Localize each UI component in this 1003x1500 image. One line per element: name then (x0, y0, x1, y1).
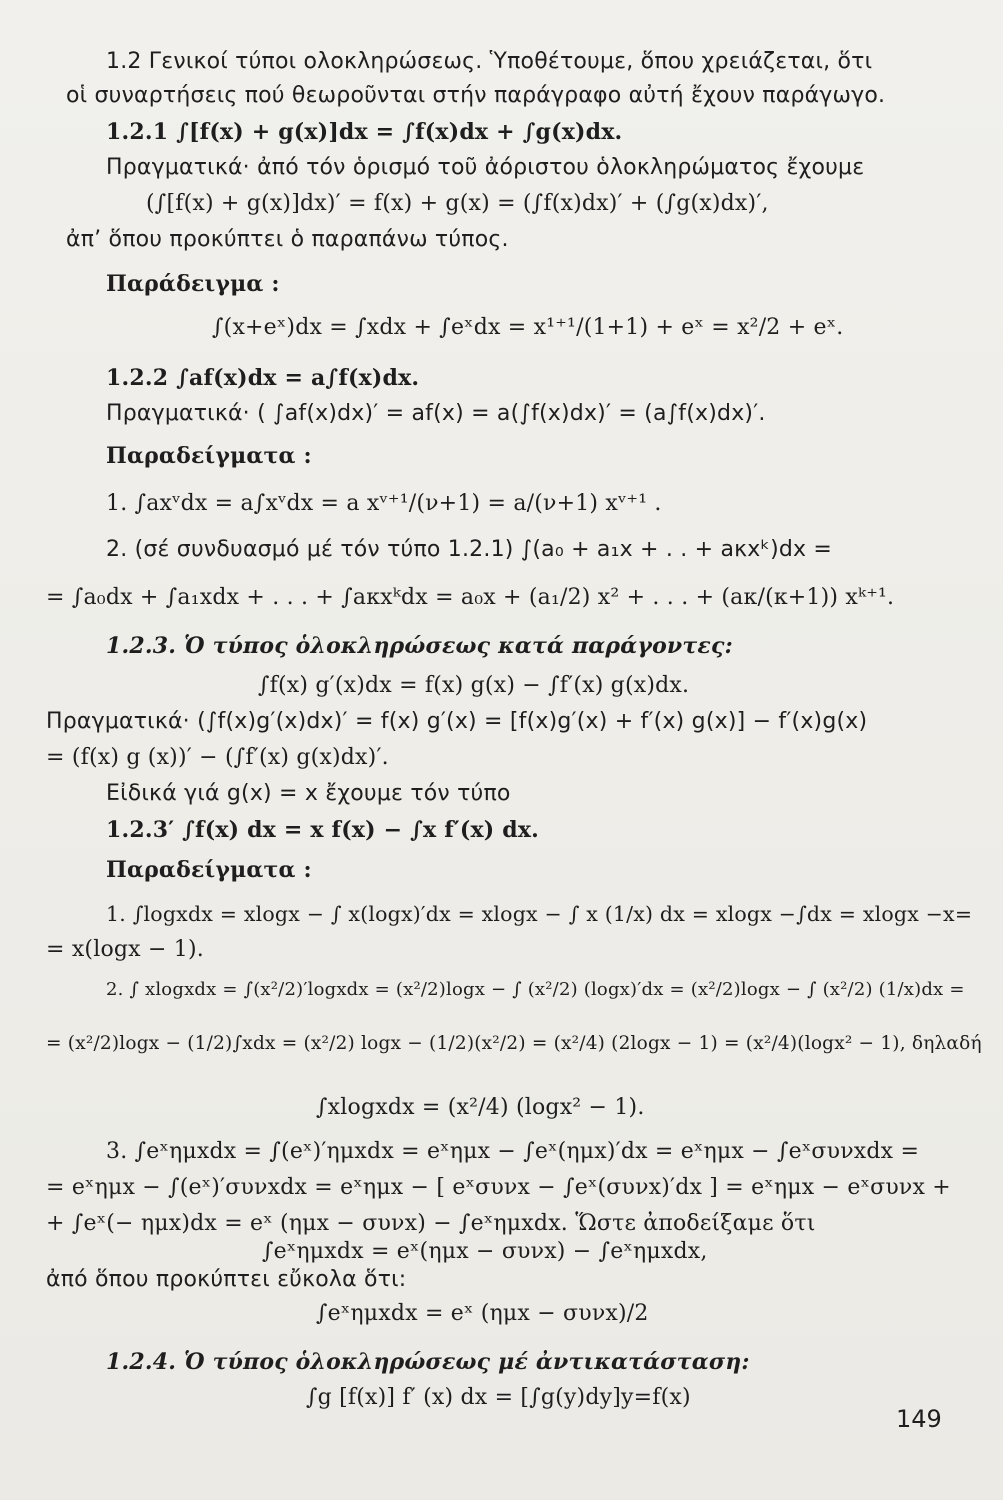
text-line: οἱ συναρτήσεις πού θεωροῦνται στήν παράγραφο αὐτή ἔχουν παράγωγο. (66, 83, 886, 108)
example-line: 2. ∫ xlogxdx = ∫(x²/2)′logxdx = (x²/2)logx − ∫ (x²/2) (logx)′dx = (x²/2)logx − ∫ (x²/2) (1/x)dx = (106, 979, 965, 1000)
formula-line: = (f(x) g (x))′ − (∫f′(x) g(x)dx)′. (46, 745, 389, 770)
formula-line: ∫xlogxdx = (x²/4) (logx² − 1). (316, 1095, 645, 1120)
text-line: ἀπό ὅπου προκύπτει εὔκολα ὅτι: (46, 1267, 407, 1292)
formula-1-2-2: 1.2.2 ∫af(x)dx = a∫f(x)dx. (106, 365, 420, 391)
formula-1-2-1: 1.2.1 ∫[f(x) + g(x)]dx = ∫f(x)dx + ∫g(x)dx. (106, 119, 623, 145)
text-line: Εἰδικά γιά g(x) = x ἔχουμε τόν τύπο (106, 781, 511, 806)
example-line: 3. ∫eˣημxdx = ∫(eˣ)′ημxdx = eˣημx − ∫eˣ(ημx)′dx = eˣημx − ∫eˣσυνxdx = (106, 1139, 920, 1164)
section-1-2-3-heading: 1.2.3. Ὁ τύπος ὁλοκληρώσεως κατά παράγοντες: (106, 633, 733, 659)
formula-line: ∫g [f(x)] f′ (x) dx = [∫g(y)dy]y=f(x) (306, 1385, 691, 1410)
formula-line: = ∫a₀dx + ∫a₁xdx + . . . + ∫aκxᵏdx = a₀x + (a₁/2) x² + . . . + (aκ/(κ+1)) xᵏ⁺¹. (46, 585, 895, 610)
examples-heading: Παραδείγματα : (106, 857, 312, 883)
formula-line: ∫eˣημxdx = eˣ (ημx − συνx)/2 (316, 1301, 649, 1326)
text-line: Πραγματικά· ( ∫af(x)dx)′ = af(x) = a(∫f(x)dx)′ = (a∫f(x)dx)′. (106, 401, 766, 426)
example-line: 2. (σέ συνδυασμό μέ τόν τύπο 1.2.1) ∫(a₀ + a₁x + . . + aκxᵏ)dx = (106, 537, 833, 562)
formula-line: = eˣημx − ∫(eˣ)′συνxdx = eˣημx − [ eˣσυνx − ∫eˣ(συνx)′dx ] = eˣημx − eˣσυνx + (46, 1175, 951, 1200)
example-heading: Παράδειγμα : (106, 271, 280, 297)
example-line: 1. ∫axᵛdx = a∫xᵛdx = a xᵛ⁺¹/(ν+1) = a/(ν+1) xᵛ⁺¹ . (106, 491, 662, 516)
formula-line: ∫eˣημxdx = eˣ(ημx − συνx) − ∫eˣημxdx, (262, 1239, 708, 1264)
example-line: 1. ∫logxdx = xlogx − ∫ x(logx)′dx = xlogx − ∫ x (1/x) dx = xlogx −∫dx = xlogx −x= (106, 902, 973, 926)
section-1-2-4-heading: 1.2.4. Ὁ τύπος ὁλοκληρώσεως μέ ἀντικατάσταση: (106, 1349, 750, 1375)
formula-line: ∫f(x) g′(x)dx = f(x) g(x) − ∫f′(x) g(x)dx. (258, 673, 690, 698)
page-number: 149 (896, 1405, 942, 1433)
text-line: ἀπ’ ὅπου προκύπτει ὁ παραπάνω τύπος. (66, 227, 509, 252)
text-line: Πραγματικά· ἀπό τόν ὁρισμό τοῦ ἀόριστου ὁλοκληρώματος ἔχουμε (106, 155, 865, 180)
formula-line: = x(logx − 1). (46, 937, 204, 962)
formula-1-2-3-prime: 1.2.3′ ∫f(x) dx = x f(x) − ∫x f′(x) dx. (106, 817, 540, 843)
text-line: Πραγματικά· (∫f(x)g′(x)dx)′ = f(x) g′(x) = [f(x)g′(x) + f′(x) g(x)] − f′(x)g(x) (46, 709, 868, 734)
formula-line: (∫[f(x) + g(x)]dx)′ = f(x) + g(x) = (∫f(x)dx)′ + (∫g(x)dx)′, (146, 191, 769, 216)
formula-line: ∫(x+eˣ)dx = ∫xdx + ∫eˣdx = x¹⁺¹/(1+1) + eˣ = x²/2 + eˣ. (212, 315, 844, 340)
examples-heading: Παραδείγματα : (106, 443, 312, 469)
formula-line: + ∫eˣ(− ημx)dx = eˣ (ημx − συνx) − ∫eˣημxdx. Ὥστε ἀποδείξαμε ὅτι (46, 1211, 816, 1236)
section-1-2-heading: 1.2 Γενικοί τύποι ολοκληρώσεως. Ὑποθέτουμε, ὅπου χρειάζεται, ὅτι (106, 49, 873, 74)
formula-line: = (x²/2)logx − (1/2)∫xdx = (x²/2) logx − (1/2)(x²/2) = (x²/4) (2logx − 1) = (x²/4)(logx² − 1), δηλαδή (46, 1033, 982, 1054)
